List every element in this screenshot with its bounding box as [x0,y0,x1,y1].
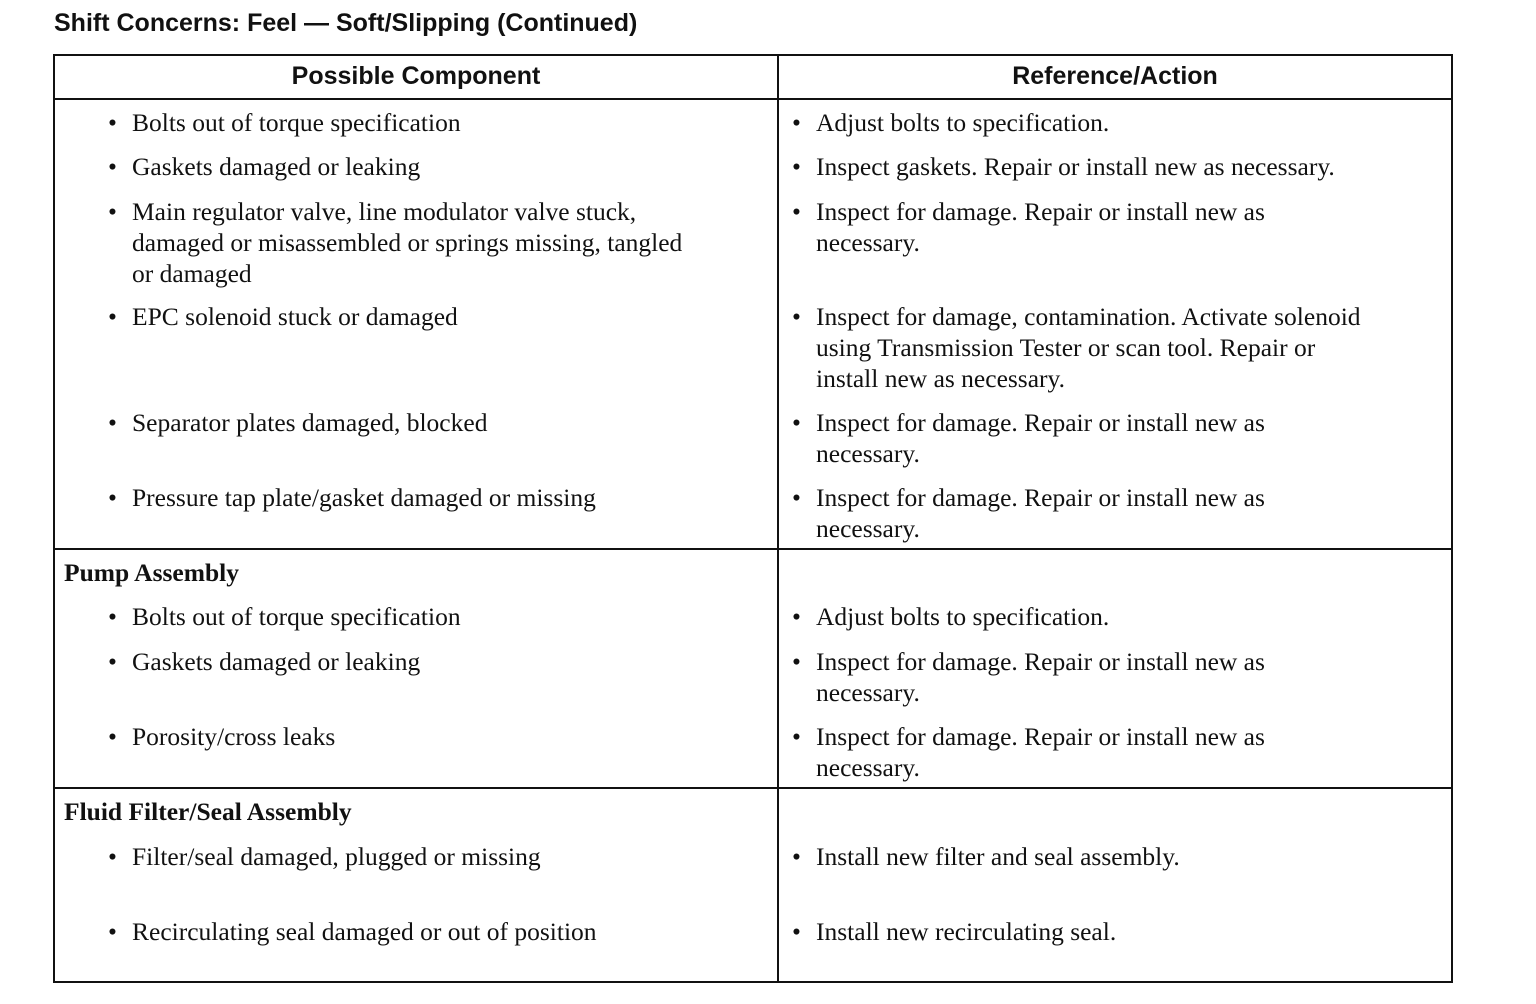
page-title: Shift Concerns: Feel — Soft/Slipping (Continued) [54,9,638,37]
bullet-icon: • [108,152,117,181]
bullet-icon: • [108,108,117,137]
bullet-icon: • [792,408,801,437]
column-header-component: Possible Component [291,62,541,90]
bullet-icon: • [792,722,801,751]
bullet-icon: • [108,722,117,751]
bullet-icon: • [108,197,117,226]
group-title: Pump Assembly [64,558,239,587]
header-divider [55,98,1451,100]
bullet-icon: • [108,483,117,512]
group-title: Fluid Filter/Seal Assembly [64,797,352,826]
bullet-icon: • [108,408,117,437]
bullet-icon: • [108,647,117,676]
bullet-icon: • [792,302,801,331]
bullet-icon: • [792,602,801,631]
bullet-icon: • [108,302,117,331]
bullet-icon: • [108,602,117,631]
bullet-icon: • [108,917,117,946]
bullet-icon: • [792,108,801,137]
column-divider [777,56,779,981]
bullet-icon: • [792,483,801,512]
bullet-icon: • [792,647,801,676]
group-divider [55,548,1451,550]
troubleshooting-table: Possible Component Reference/Action • Bolts out of torque specification • Adjust bolts to specification. • Gaskets damaged or leaking • Inspect gaskets. Repair or install new as necessary. • Main regulator valve, line modulator valve stuck, damaged or misassembled or springs missing, tangled or damaged • Inspect for damage. Repair or install new as necessary. • EPC solenoid stuck or damaged • Inspect for damage, contamination. Activate solenoid using Transmission Tester or scan tool. Repair or install new as necessary. • Separator plates damaged, blocked • Inspect for damage. Repair or install new as necessary. • Pressure tap plate/gasket damaged or missing • Inspect for damage. Repair or install new as necessary. Pump Assembly • Bolts out of torque specification • Adjust bolts to specification. • Gaskets damaged or leaking • Inspect for damage. Repair or install new as necessary. • Porosity/cross leaks • Inspect for damage. Repair or install new as necessary. Fluid Filter/Seal Assembly • Filter/seal damaged, plugged or missing • Install new filter and seal assembly. • Recirculating seal damaged or out of position • Install new recirculating seal. [53,54,1453,983]
bullet-icon: • [792,152,801,181]
column-header-action: Reference/Action [1012,62,1218,90]
group-divider [55,787,1451,789]
bullet-icon: • [792,842,801,871]
bullet-icon: • [792,197,801,226]
bullet-icon: • [792,917,801,946]
bullet-icon: • [108,842,117,871]
